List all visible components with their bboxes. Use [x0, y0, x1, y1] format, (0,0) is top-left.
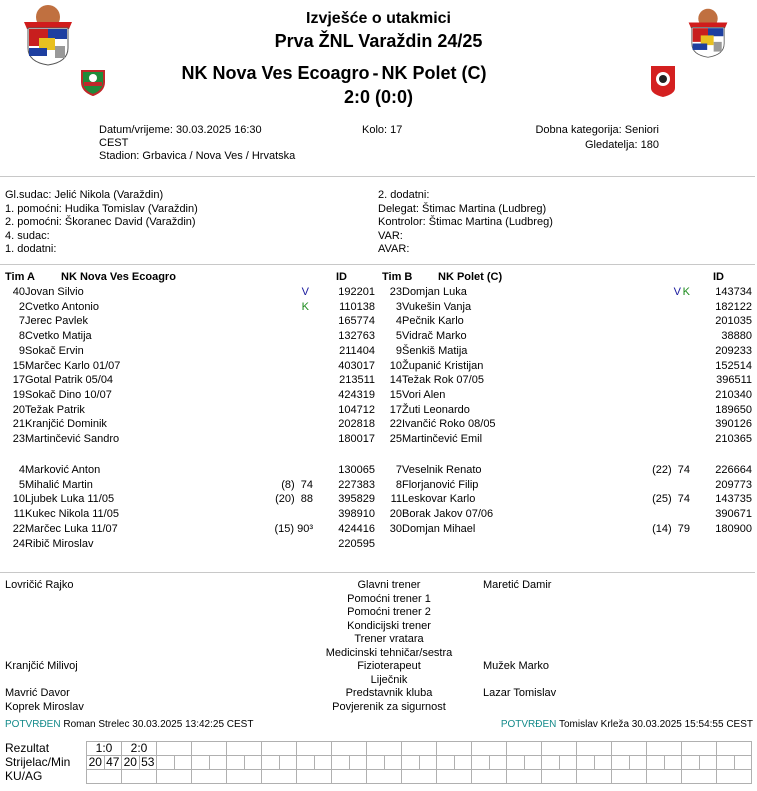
staff-role: Kondicijski trener	[347, 619, 431, 632]
scorer-cell: 20	[87, 756, 105, 770]
player-row	[382, 329, 752, 343]
result-cell	[297, 742, 332, 756]
staff-role: Pomoćni trener 2	[347, 606, 431, 618]
player-row	[382, 388, 752, 402]
scorer-cell: 53	[139, 756, 157, 770]
player-name: Domjan Luka	[402, 286, 467, 298]
match-stadium: Stadion: Grbavica / Nova Ves / Hrvatska	[99, 150, 296, 162]
captain-marker: K	[301, 300, 309, 313]
player-number: 24	[12, 537, 25, 550]
scorer-cell	[559, 756, 577, 770]
player-id: 396511	[716, 374, 752, 387]
player-number: 17	[12, 374, 25, 387]
player-number: 5	[395, 330, 402, 343]
player-id: 220595	[338, 537, 375, 550]
ku-ag-cell	[402, 770, 437, 784]
player-id: 180900	[715, 522, 752, 535]
scorer-cell	[664, 756, 682, 770]
player-number: 20	[389, 508, 402, 521]
player-row	[5, 300, 375, 314]
player-id: 424416	[338, 522, 375, 535]
substitute-row	[5, 537, 375, 551]
ku-ag-cell	[647, 770, 682, 784]
player-id: 38880	[721, 330, 752, 343]
player-number: 21	[12, 418, 25, 431]
result-cell	[717, 742, 752, 756]
result-cell: 2:0	[122, 742, 157, 756]
result-cell	[437, 742, 472, 756]
scorer-cell	[472, 756, 490, 770]
scorer-cell	[594, 756, 612, 770]
official-delegate: Delegat: Štimac Martina (Ludbreg)	[378, 202, 547, 215]
player-id: 210365	[715, 433, 752, 445]
player-number: 40	[12, 286, 25, 298]
ku-ag-cell	[157, 770, 192, 784]
home-staff-name: Koprek Miroslav	[5, 700, 84, 713]
player-number: 10	[389, 359, 402, 372]
team-separator: -	[372, 63, 379, 83]
player-id: 227383	[338, 478, 375, 491]
official-additional-2: 2. dodatni:	[378, 189, 430, 201]
ku-ag-cell	[332, 770, 367, 784]
player-row	[5, 373, 375, 387]
player-name: Marković Anton	[25, 464, 101, 476]
scorer-cell	[174, 756, 192, 770]
substitute-row	[382, 492, 752, 506]
player-id: 211404	[339, 344, 375, 357]
substitution-info: (25) 74	[652, 493, 690, 506]
scorer-cell	[157, 756, 175, 770]
player-row	[5, 403, 375, 417]
player-name: Cvetko Antonio	[25, 300, 99, 313]
result-cell	[682, 742, 717, 756]
player-name: Veselnik Renato	[402, 464, 482, 476]
team-a-name: NK Nova Ves Ecoagro	[61, 271, 176, 283]
player-row	[5, 314, 375, 328]
player-row	[5, 329, 375, 343]
player-id: 213511	[339, 374, 375, 387]
official-additional-1: 1. dodatni:	[5, 243, 57, 255]
player-row	[382, 373, 752, 387]
team-a-header	[5, 271, 375, 284]
home-confirmation	[5, 719, 253, 730]
competition-title: Prva ŽNL Varaždin 24/25	[274, 31, 483, 51]
result-cell	[192, 742, 227, 756]
player-row	[382, 417, 752, 431]
result-cell	[612, 742, 647, 756]
player-number: 7	[395, 464, 402, 476]
scorer-cell	[507, 756, 525, 770]
player-number: 2	[18, 300, 25, 313]
result-cell	[262, 742, 297, 756]
ku-ag-cell	[262, 770, 297, 784]
ku-ag-cell	[297, 770, 332, 784]
team-a-label: Tim A	[5, 271, 35, 283]
scorer-cell	[367, 756, 385, 770]
player-id: 202818	[338, 418, 375, 431]
substitute-row	[5, 507, 375, 521]
ku-ag-cell	[122, 770, 157, 784]
team-b-label: Tim B	[382, 271, 413, 283]
result-row	[87, 742, 752, 756]
match-teams	[0, 63, 668, 84]
scorer-cell	[647, 756, 665, 770]
away-confirmed-status: POTVRĐEN	[500, 719, 557, 730]
scorer-cell	[297, 756, 315, 770]
player-id: 152514	[715, 359, 752, 372]
player-name: Županić Kristijan	[402, 359, 484, 372]
player-id: 182122	[715, 300, 752, 313]
player-name: Marčec Karlo 01/07	[25, 359, 121, 372]
ku-ag-cell	[192, 770, 227, 784]
player-number: 22	[389, 418, 402, 431]
player-id: 189650	[715, 403, 752, 416]
player-number: 23	[389, 286, 402, 298]
substitution-info: (15) 90³	[274, 522, 313, 535]
player-row	[5, 359, 375, 373]
scorer-cell	[577, 756, 595, 770]
away-team-name: NK Polet (C)	[381, 63, 487, 83]
scorer-cell	[349, 756, 367, 770]
player-id: 110138	[339, 300, 375, 313]
result-cell	[472, 742, 507, 756]
home-staff-name: Lovričić Rajko	[5, 579, 74, 591]
player-row	[382, 285, 752, 299]
player-id: 395829	[338, 493, 375, 506]
player-name: Vori Alen	[402, 388, 446, 401]
player-number: 17	[389, 403, 402, 416]
match-round: Kolo: 17	[362, 124, 403, 136]
spectators: Gledatelja: 180	[585, 139, 659, 151]
scorer-cell	[227, 756, 245, 770]
scorer-row	[87, 756, 752, 770]
player-row	[382, 344, 752, 358]
scorer-cell	[262, 756, 280, 770]
scorer-cell	[192, 756, 210, 770]
staff-role: Medicinski tehničar/sestra	[325, 646, 453, 659]
goals-table	[86, 741, 752, 784]
player-name: Mihalić Martin	[25, 478, 93, 491]
player-name: Ivančić Roko 08/05	[402, 418, 496, 431]
scorer-cell	[612, 756, 630, 770]
scorer-cell	[699, 756, 717, 770]
away-confirmation	[501, 719, 753, 730]
staff-role: Liječnik	[370, 673, 408, 686]
player-id: 130065	[338, 464, 375, 476]
scorer-cell	[384, 756, 402, 770]
player-id: 403017	[338, 359, 375, 372]
player-number: 23	[12, 433, 25, 445]
substitute-row	[382, 522, 752, 536]
player-name: Martinčević Emil	[402, 433, 483, 445]
divider	[0, 264, 755, 265]
player-number: 30	[389, 522, 402, 535]
player-row	[5, 285, 375, 299]
player-name: Domjan Mihael	[402, 522, 476, 535]
official-avar: AVAR:	[378, 243, 410, 255]
player-number: 9	[395, 344, 402, 357]
staff-role: Povjerenik za sigurnost	[332, 700, 446, 713]
player-number: 3	[395, 300, 402, 313]
substitute-row	[382, 478, 752, 492]
staff-role: Fizioterapeut	[357, 660, 421, 672]
player-row	[382, 432, 752, 446]
match-timezone: CEST	[99, 137, 129, 149]
player-number: 22	[12, 522, 25, 535]
player-row	[5, 388, 375, 402]
report-title: Izvješće o utakmici	[306, 10, 451, 27]
player-row	[5, 417, 375, 431]
staff-role: Glavni trener	[357, 579, 421, 591]
away-staff-name: Maretić Damir	[483, 579, 552, 591]
player-number: 11	[390, 493, 402, 506]
player-id: 180017	[338, 433, 375, 445]
player-number: 15	[389, 388, 402, 401]
player-id: 424319	[338, 388, 375, 401]
ku-ag-cell	[367, 770, 402, 784]
official-var: VAR:	[378, 229, 403, 242]
row-label-scorer: Strijelac/Min	[5, 755, 71, 769]
substitution-info: (14) 79	[652, 522, 690, 535]
player-name: Ljubek Luka 11/05	[25, 493, 115, 506]
result-cell	[157, 742, 192, 756]
player-number: 9	[18, 344, 25, 357]
away-staff-name: Lazar Tomislav	[483, 687, 557, 699]
ku-ag-cell	[437, 770, 472, 784]
player-number: 19	[12, 388, 25, 401]
ku-ag-cell	[612, 770, 647, 784]
goalkeeper-marker: V	[673, 286, 681, 298]
scorer-cell	[734, 756, 752, 770]
player-name: Žuti Leonardo	[402, 403, 470, 416]
staff-role: Pomoćni trener 1	[347, 592, 431, 605]
officials-left	[5, 189, 198, 257]
player-number: 4	[18, 464, 25, 476]
age-category: Dobna kategorija: Seniori	[535, 124, 659, 136]
substitute-row	[5, 492, 375, 506]
result-cell	[647, 742, 682, 756]
player-number: 8	[395, 478, 402, 491]
ku-ag-cell	[717, 770, 752, 784]
substitution-info: (22) 74	[652, 464, 690, 476]
official-controller: Kontrolor: Štimac Martina (Ludbreg)	[378, 216, 553, 228]
team-a-id-header: ID	[336, 271, 347, 283]
officials-right	[378, 189, 553, 257]
player-name: Težak Patrik	[25, 403, 85, 416]
scorer-cell	[419, 756, 437, 770]
player-id: 132763	[338, 330, 375, 343]
scorer-cell	[629, 756, 647, 770]
player-name: Florjanović Filip	[402, 478, 479, 491]
player-id: 398910	[338, 508, 375, 521]
player-id: 226664	[715, 464, 752, 476]
player-row	[382, 359, 752, 373]
player-name: Martinčević Sandro	[25, 433, 120, 445]
scorer-cell: 20	[122, 756, 140, 770]
player-id: 390126	[715, 418, 752, 431]
scorer-cell	[209, 756, 227, 770]
player-name: Ribič Miroslav	[25, 537, 94, 550]
player-name: Marčec Luka 11/07	[25, 522, 118, 535]
result-cell	[507, 742, 542, 756]
player-number: 14	[389, 374, 402, 387]
player-id: 143735	[715, 493, 752, 506]
goalkeeper-marker: V	[301, 286, 309, 298]
player-number: 8	[18, 330, 25, 343]
player-name: Kukec Nikola 11/05	[25, 508, 119, 521]
scorer-cell	[437, 756, 455, 770]
result-cell: 1:0	[87, 742, 122, 756]
result-cell	[227, 742, 262, 756]
player-name: Jerec Pavlek	[25, 315, 88, 328]
ku-ag-cell	[577, 770, 612, 784]
player-row	[382, 314, 752, 328]
official-assistant-2: 2. pomoćni: Škoranec David (Varaždin)	[5, 216, 196, 228]
player-id: 165774	[338, 315, 375, 328]
result-cell	[577, 742, 612, 756]
scorer-cell	[279, 756, 297, 770]
ku-ag-cell	[507, 770, 542, 784]
player-name: Sokač Ervin	[25, 344, 84, 357]
player-name: Cvetko Matija	[25, 330, 92, 343]
player-number: 11	[13, 508, 25, 521]
home-staff-name: Kranjčić Milivoj	[5, 660, 78, 672]
substitute-row	[5, 478, 375, 492]
divider	[0, 176, 755, 177]
scorer-cell	[454, 756, 472, 770]
substitution-info: (20) 88	[275, 493, 313, 506]
player-id: 210340	[715, 388, 752, 401]
substitution-info: (8) 74	[281, 478, 313, 491]
player-row	[5, 432, 375, 446]
captain-marker: K	[682, 286, 690, 298]
match-datetime: Datum/vrijeme: 30.03.2025 16:30	[99, 124, 262, 136]
scorer-cell	[489, 756, 507, 770]
player-name: Težak Rok 07/05	[402, 374, 484, 387]
player-name: Kranjčić Dominik	[25, 418, 107, 431]
away-staff-name: Mužek Marko	[483, 660, 550, 672]
scorer-cell	[682, 756, 700, 770]
match-score: 2:0 (0:0)	[343, 87, 414, 107]
result-cell	[332, 742, 367, 756]
ku-ag-row	[87, 770, 752, 784]
divider	[0, 572, 755, 573]
player-name: Šenkiš Matija	[402, 344, 468, 357]
player-name: Pečnik Karlo	[402, 315, 464, 328]
scorer-cell	[717, 756, 735, 770]
ku-ag-cell	[472, 770, 507, 784]
ku-ag-cell	[682, 770, 717, 784]
scorer-cell	[244, 756, 262, 770]
player-id: 104712	[338, 403, 375, 416]
player-name: Vidrač Marko	[402, 330, 467, 343]
player-id: 143734	[715, 286, 752, 298]
substitute-row	[382, 507, 752, 521]
away-confirmed-text: Tomislav Krleža 30.03.2025 15:54:55 CEST	[559, 719, 753, 730]
player-number: 15	[12, 359, 25, 372]
player-name: Vukešin Vanja	[402, 300, 472, 313]
ku-ag-cell	[227, 770, 262, 784]
player-id: 390671	[715, 508, 752, 521]
scorer-cell	[524, 756, 542, 770]
substitute-row	[5, 463, 375, 477]
player-name: Gotal Patrik 05/04	[25, 374, 114, 387]
player-name: Leskovar Karlo	[402, 493, 476, 506]
official-main-referee: Gl.sudac: Jelić Nikola (Varaždin)	[5, 189, 164, 201]
player-id: 209773	[715, 478, 752, 491]
player-row	[382, 300, 752, 314]
home-confirmed-status: POTVRĐEN	[5, 719, 61, 730]
result-cell	[367, 742, 402, 756]
team-b-header	[382, 271, 752, 284]
player-number: 10	[12, 493, 25, 506]
home-team-name: NK Nova Ves Ecoagro	[181, 63, 370, 83]
player-id: 201035	[715, 315, 752, 328]
player-id: 209233	[715, 344, 752, 357]
official-fourth-referee: 4. sudac:	[5, 229, 50, 242]
team-b-name: NK Polet (C)	[438, 271, 503, 283]
player-name: Borak Jakov 07/06	[402, 508, 494, 521]
row-label-result: Rezultat	[5, 741, 50, 755]
official-assistant-1: 1. pomoćni: Hudika Tomislav (Varaždin)	[5, 202, 198, 215]
player-id: 192201	[338, 286, 375, 298]
scorer-cell	[402, 756, 420, 770]
player-number: 7	[18, 315, 25, 328]
player-row	[5, 344, 375, 358]
scorer-cell	[332, 756, 350, 770]
player-number: 20	[12, 403, 25, 416]
player-row	[382, 403, 752, 417]
result-cell	[542, 742, 577, 756]
staff-role: Trener vratara	[354, 633, 424, 645]
player-number: 4	[395, 315, 402, 328]
ku-ag-cell	[542, 770, 577, 784]
team-b-id-header: ID	[713, 271, 724, 283]
scorer-cell: 47	[104, 756, 122, 770]
home-staff-name: Mavrić Davor	[5, 687, 70, 699]
result-cell	[402, 742, 437, 756]
substitute-row	[382, 463, 752, 477]
player-name: Sokač Dino 10/07	[25, 388, 112, 401]
player-number: 25	[389, 433, 402, 445]
home-confirmed-text: Roman Strelec 30.03.2025 13:42:25 CEST	[63, 719, 254, 730]
ku-ag-cell	[87, 770, 122, 784]
scorer-cell	[314, 756, 332, 770]
player-number: 5	[18, 478, 25, 491]
row-label-ku-ag: KU/AG	[5, 769, 43, 783]
staff-role: Predstavnik kluba	[345, 687, 433, 699]
substitute-row	[5, 522, 375, 536]
scorer-cell	[542, 756, 560, 770]
player-name: Jovan Silvio	[25, 286, 84, 298]
